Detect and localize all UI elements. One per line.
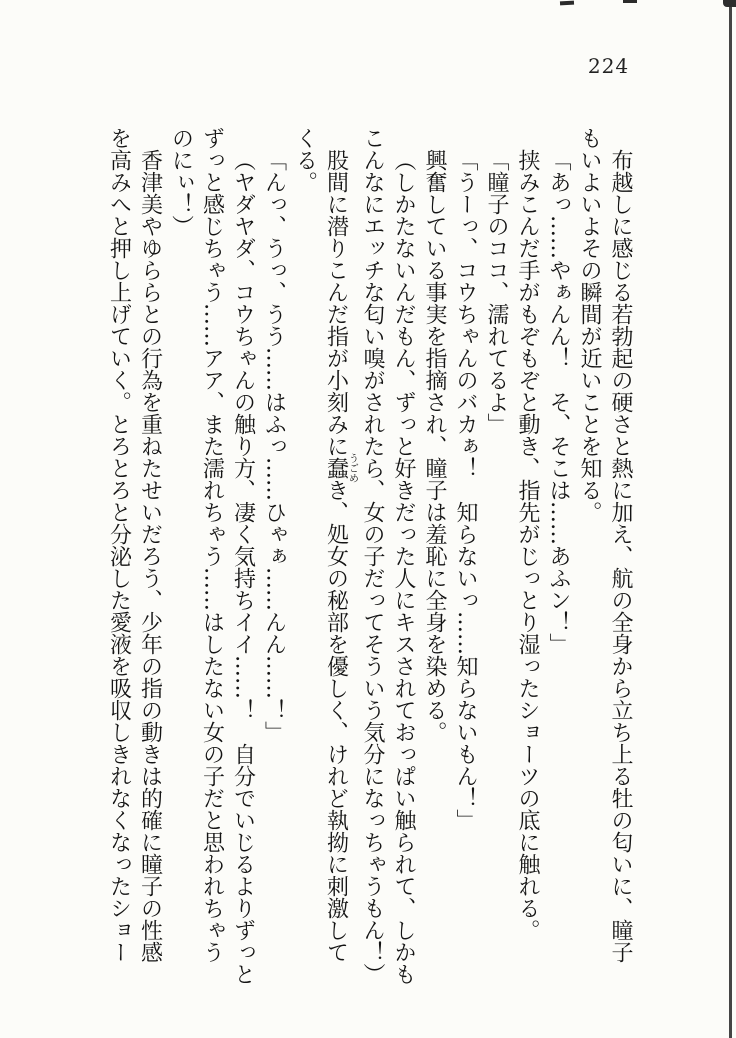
text-line: 「あっ……やぁんん！ そ、そこは……あふン！」	[546, 149, 571, 655]
page-number: 224	[587, 54, 630, 78]
text-line: 香津美やゆららとの行為を重ねたせいだろう、少年の指の動きは的確に瞳子の性感	[137, 149, 163, 963]
text-line: くる。	[292, 127, 318, 193]
text-line: 興奮している事実を指摘され、瞳子は羞恥に全身を染める。	[422, 149, 447, 743]
text-line: ずっと感じちゃう……アア、また濡れちゃう……はしたない女の子だと思われちゃう	[199, 127, 225, 963]
text-line: もいよいよその瞬間が近いことを知る。	[577, 127, 602, 523]
text-block	[104, 127, 637, 985]
text-line: 「んっ、うっ、うう……はふっ……ひゃぁ……んん……！」	[261, 149, 287, 743]
scan-artifact	[623, 0, 637, 3]
text-line: 「うーっ、コウちゃんのバカぁ！ 知らないっ……知らないもん！」	[453, 149, 478, 831]
text-line: 股間に潜りこんだ指が小刻みに蠢うごめき、処女の秘部を優しく、けれど執拗に刺激して	[323, 149, 358, 963]
text-line: のにぃ！）	[168, 127, 194, 237]
text-line: （しかたないんだもん、ずっと好きだった人にキスされておっぱい触られて、しかも	[391, 149, 416, 985]
scan-artifact	[723, 0, 736, 7]
text-line: こんなにエッチな匂い嗅がされたら、女の子だってそういう気分になっちゃうもん！）	[360, 127, 385, 985]
text-line: 「瞳子のココ、濡れてるよ」	[484, 149, 509, 435]
text-line: 挟みこんだ手がもぞもぞと動き、指先がじっとり湿ったショーツの底に触れる。	[515, 149, 540, 941]
text-line: を高みへと押し上げていく。とろとろと分泌した愛液を吸収しきれなくなったショー	[106, 127, 132, 963]
scan-artifact	[560, 1, 574, 6]
scan-edge-line	[729, 0, 732, 1038]
text-line: 布越しに感じる若勃起の硬さと熱に加え、航の全身から立ち上る牡の匂いに、瞳子	[608, 149, 633, 963]
text-line: （ヤダヤダ、コウちゃんの触り方、凄く気持ちイイ……！ 自分でいじるよりずっと	[230, 149, 256, 985]
ruby-annotated-char: 蠢うごめ	[323, 453, 358, 483]
